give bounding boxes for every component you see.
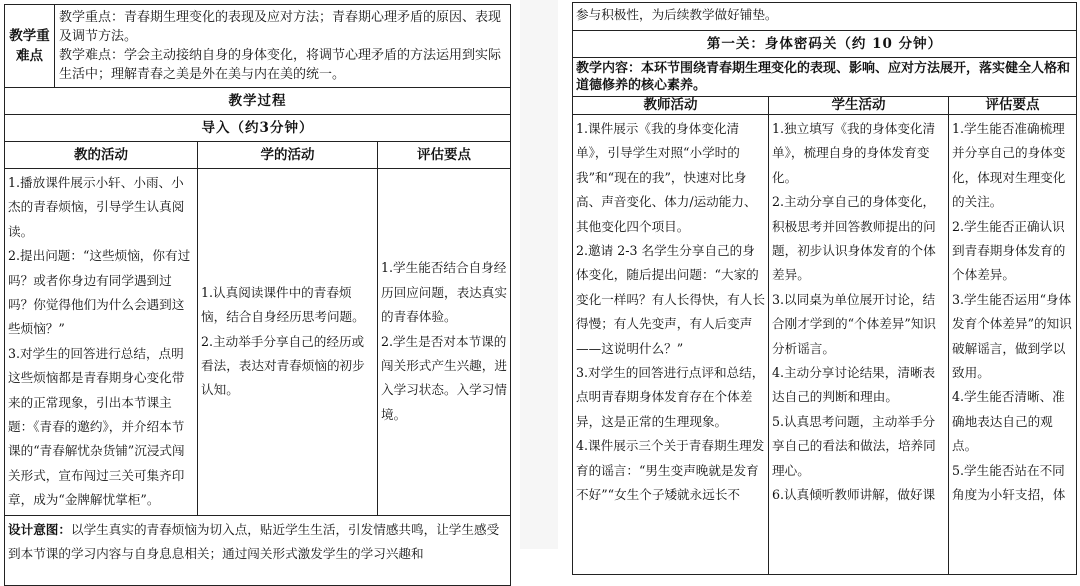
eval-item: 1.学生能否准确梳理并分享自己的身体变化，体现对生理变化的关注。	[952, 121, 1066, 210]
design-intent-text: 以学生真实的青春烦恼为切入点，贴近学生生活，引发情感共鸣，让学生感受到本节课的学习内容与自身息息相关；通过闯关形式激发学生的学习兴趣和	[8, 521, 500, 562]
col-eval-points: 评估要点	[378, 142, 511, 169]
left-lesson-table	[4, 4, 511, 586]
teaching-content-label: 教学内容：	[576, 61, 642, 76]
col-student-activity: 学生活动	[769, 97, 949, 115]
intro-title: 导入（约3分钟）	[5, 115, 511, 142]
eval-item: 1.学生能否结合自身经历回应问题，表达真实的青春体验。	[381, 260, 507, 325]
teacher-item: 4.课件展示三个关于青春期生理发育的谣言：“男生变声晚就是发育不好”“女生个子矮就永远长不	[576, 438, 765, 503]
student-activity-cell	[769, 115, 949, 575]
design-intent-cell	[5, 515, 511, 585]
teacher-activity-cell	[573, 115, 769, 575]
student-item: 3.以同桌为单位展开讨论，结合刚才学到的“个体差异”知识分析谣言。	[772, 291, 937, 356]
eval-points-cell	[949, 115, 1077, 575]
col-eval-points: 评估要点	[949, 97, 1077, 115]
eval-item: 5.学生能否站在不同角度为小轩支招，体	[952, 462, 1066, 503]
right-lesson-table	[572, 2, 1077, 575]
student-item: 2.主动分享自己的身体变化，积极思考并回答教师提出的问题，初步认识身体发育的个体差异。	[772, 194, 936, 283]
design-intent-label: 设计意图：	[8, 521, 71, 537]
eval-item: 4.学生能否清晰、准确地表达自己的观点。	[952, 389, 1065, 454]
student-activity-cell	[198, 169, 378, 516]
teacher-item: 2.邀请 2-3 名学生分享自己的身体变化，随后提出问题：“大家的变化一样吗？有人长得快，有人长得慢；有人先变声，有人后变声——这说明什么？”	[576, 243, 765, 356]
teacher-item: 1.播放课件展示小轩、小雨、小杰的青春烦恼，引导学生认真阅读。	[8, 175, 185, 239]
right-document-page	[558, 0, 1080, 549]
student-item: 1.认真阅读课件中的青春烦恼，结合自身经历思考问题。	[201, 284, 365, 325]
student-item: 2.主动举手分享自己的经历或看法，表达对青春烦恼的初步认知。	[201, 333, 365, 398]
student-item: 1.独立填写《我的身体变化清单》，梳理自身的身体发育变化。	[772, 121, 936, 185]
eval-item: 2.学生是否对本节课的闯关形式产生兴趣，进入学习状态。入学习情境。	[381, 333, 507, 422]
key-points-label: 教学重难点	[5, 5, 55, 88]
teacher-item: 3.对学生的回答进行点评和总结，点明青春期身体发育存在个体差异，这是正常的生理现象。	[576, 365, 765, 429]
continued-text: 参与积极性，为后续教学做好铺垫。	[573, 3, 1077, 31]
student-item: 4.主动分享讨论结果，清晰表达自己的判断和理由。	[772, 365, 936, 405]
eval-item: 3.学生能否运用“身体发育个体差异”的知识破解谣言，做到学以致用。	[952, 291, 1072, 381]
key-point-focus: 教学重点：青春期生理变化的表现及应对方法；青春期心理矛盾的原因、表现及调节方法。	[59, 10, 502, 44]
left-document-page	[0, 0, 520, 562]
col-student-activity: 学的活动	[198, 142, 378, 169]
teaching-content-cell	[573, 58, 1077, 97]
process-title: 教学过程	[5, 88, 511, 115]
key-points-content	[55, 5, 511, 88]
key-point-difficulty: 教学难点：学会主动接纳自身的身体变化，将调节心理矛盾的方法运用到实际生活中；理解青春之美是外在美与内在美的统一。	[59, 48, 502, 82]
teacher-item: 1.课件展示《我的身体变化清单》，引导学生对照“小学时的我”和“现在的我”，快速对比身高、声音变化、体力/运动能力、其他变化四个项目。	[576, 121, 757, 234]
level-one-title: 第一关：身体密码关（约 10 分钟）	[573, 31, 1077, 58]
page-gap	[520, 0, 558, 549]
teaching-content-text: 本环节围绕青春期生理变化的表现、影响、应对方法展开，落实健全人格和道德修养的核心素养。	[576, 61, 1071, 93]
student-item: 5.认真思考问题，主动举手分享自己的看法和做法，培养同理心。	[772, 413, 936, 478]
eval-points-cell	[378, 169, 511, 516]
col-teacher-activity: 教师活动	[573, 97, 769, 115]
teacher-activity-cell	[5, 169, 198, 516]
col-teacher-activity: 教的活动	[5, 142, 198, 169]
teacher-item: 3.对学生的回答进行总结，点明这些烦恼都是青春期身心变化带来的正常现象，引出本节课主题：《青春的邀约》，并介绍本节课的“青春解忧杂货铺”沉浸式闯关形式，宣布闯过三关可集齐印章，成为“金牌解忧掌柜”。	[8, 345, 185, 508]
student-item: 6.认真倾听教师讲解，做好课	[772, 487, 936, 503]
teacher-item: 2.提出问题：“这些烦恼，你有过吗？或者你身边有同学遇到过吗？你觉得他们为什么会遇到这些烦恼？”	[8, 248, 191, 337]
eval-item: 2.学生能否正确认识到青春期身体发育的个体差异。	[952, 218, 1066, 283]
